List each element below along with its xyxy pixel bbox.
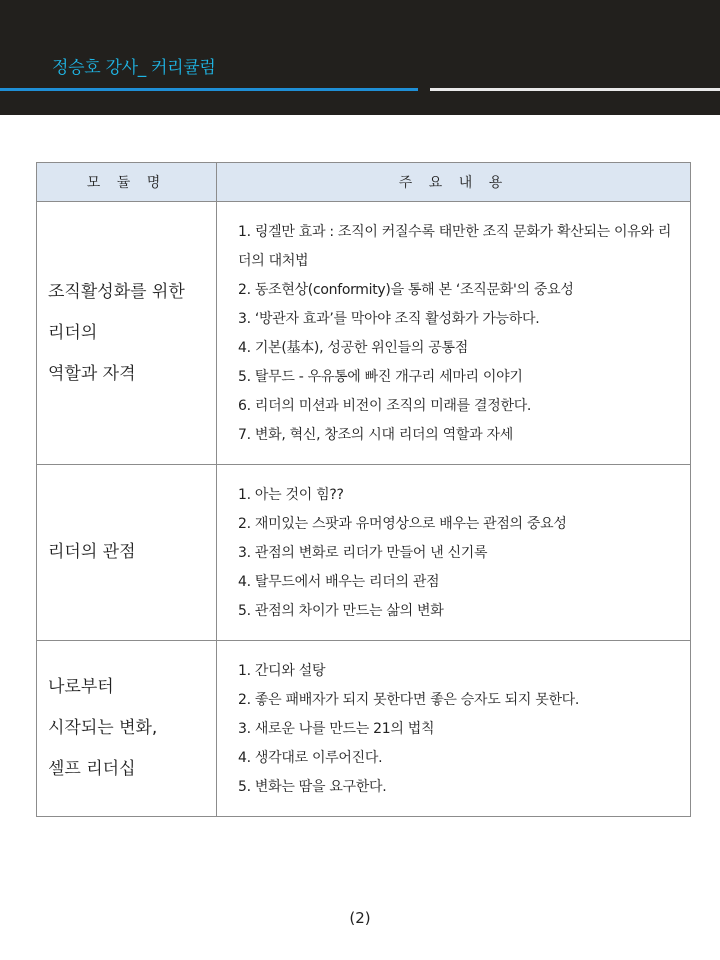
module-line: 셀프 리더십: [48, 759, 136, 779]
module-cell: [37, 465, 217, 641]
content-item: 5. 관점의 차이가 만드는 삶의 변화: [238, 603, 444, 619]
content-cell: [217, 641, 691, 817]
content-item: 3. ‘방관자 효과’를 막아야 조직 활성화가 가능하다.: [238, 311, 540, 327]
module-line: 리더의: [48, 322, 98, 343]
module-line: 시작되는 변화,: [48, 718, 158, 738]
content-item: 2. 재미있는 스팟과 유머영상으로 배우는 관점의 중요성: [238, 516, 567, 532]
module-line: 조직활성화를 위한: [48, 281, 185, 302]
table-row: [37, 465, 691, 641]
content-item: 2. 동조현상(conformity)을 통해 본 ‘조직문화'의 중요성: [238, 282, 574, 298]
table-header-row: [37, 163, 691, 202]
module-line: 역할과 자격: [48, 363, 136, 384]
curriculum-table: [36, 162, 691, 817]
module-line: 나로부터: [48, 677, 114, 697]
header-content: 주 요 내 용: [217, 163, 691, 202]
module-line: 리더의 관점: [48, 542, 136, 562]
table-row: [37, 202, 691, 465]
page-number: (2): [349, 909, 371, 927]
content-item: 1. 아는 것이 힘??: [238, 487, 344, 503]
header-banner: [0, 0, 720, 115]
content-item: 2. 좋은 패배자가 되지 못한다면 좋은 승자도 되지 못한다.: [238, 692, 580, 708]
content-cell: [217, 465, 691, 641]
content-item: 5. 변화는 땀을 요구한다.: [238, 779, 387, 795]
content-item: 4. 탈무드에서 배우는 리더의 관점: [238, 574, 440, 590]
header-accent-line-blue: [0, 88, 418, 91]
content-item: 5. 탈무드 - 우유통에 빠진 개구리 세마리 이야기: [238, 369, 523, 385]
header-module: 모 듈 명: [37, 163, 217, 202]
content-item: 1. 링겔만 효과 : 조직이 커질수록 태만한 조직 문화가 확산되는 이유와 리더의 대처법: [238, 224, 672, 269]
content-item: 3. 새로운 나를 만드는 21의 법칙: [238, 721, 435, 737]
module-cell: [37, 202, 217, 465]
content-item: 4. 생각대로 이루어진다.: [238, 750, 383, 766]
content-item: 3. 관점의 변화로 리더가 만들어 낸 신기록: [238, 545, 488, 561]
content-item: 4. 기본(基本), 성공한 위인들의 공통점: [238, 340, 468, 356]
page-title: 정승호 강사_ 커리큘럼: [52, 58, 216, 78]
content-item: 7. 변화, 혁신, 창조의 시대 리더의 역할과 자세: [238, 427, 513, 443]
content-cell: [217, 202, 691, 465]
content-item: 6. 리더의 미션과 비전이 조직의 미래를 결정한다.: [238, 398, 532, 414]
table-row: [37, 641, 691, 817]
header-accent-line-white: [430, 88, 720, 91]
module-cell: [37, 641, 217, 817]
content-item: 1. 간디와 설탕: [238, 663, 326, 679]
